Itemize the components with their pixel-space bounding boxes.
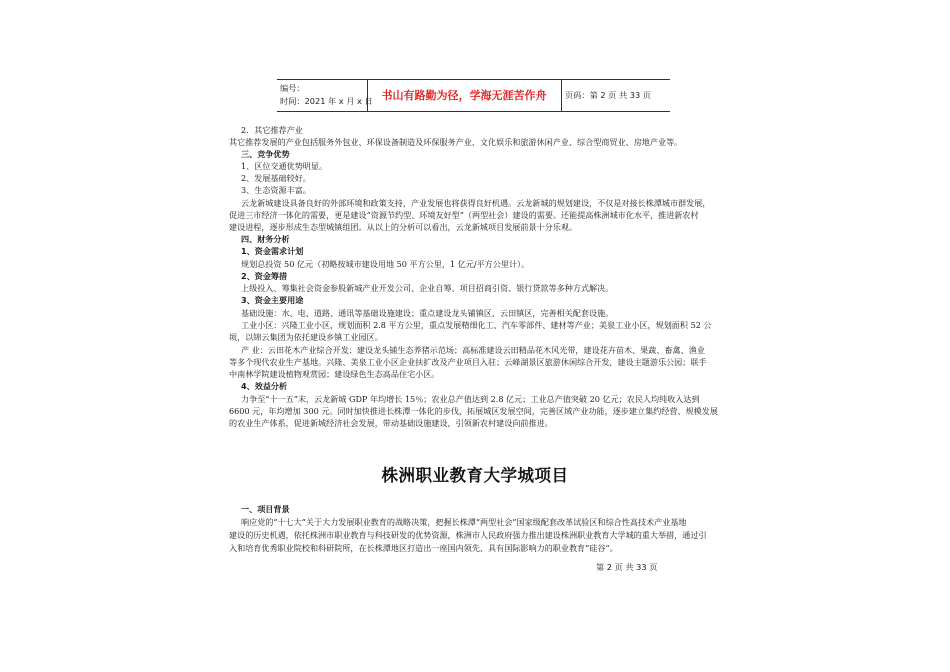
paragraph-line: 工业小区：兴隆工业小区，规划面积 2.8 平方公里，重点发展精细化工、汽车零部件、建材等产业；美泉工业小区，规划面积 52 公 xyxy=(241,320,712,330)
paragraph-line: 建设进程，逐步形成生态型城镇组团。从以上的分析可以看出，云龙新城项目发展前景十分乐观。 xyxy=(229,222,578,232)
heading-financial-analysis: 四、财务分析 xyxy=(241,234,290,244)
subheading-benefit-analysis: 4、效益分析 xyxy=(241,381,288,391)
list-item: 2、发展基础较好。 xyxy=(241,173,311,183)
paragraph-line: 力争至“十一五”末，云龙新城 GDP 年均增长 15％；农业总产值达到 2.8 亿元；工业总产值突破 20 亿元；农民人均纯收入达到 xyxy=(241,394,700,404)
paragraph-line: 入和培育优秀职业院校和科研院所，在长株潭地区打造出一座国内领先、具有国际影响力的职业教育“硅谷”。 xyxy=(229,543,618,553)
heading-competitive-advantage: 三、竞争优势 xyxy=(241,149,290,159)
paragraph-line: 中南林学院建设植物观赏园；建设绿色生态高品住宅小区。 xyxy=(229,369,440,379)
subheading-funding-plan: 1、资金需求计划 xyxy=(241,246,304,256)
paragraph-line: 产 业：云田花木产业综合开发；建设龙头铺生态养猪示范场；高标准建设云田精品花木风光带，建设花卉苗木、果蔬、畜禽、渔业 xyxy=(241,345,705,355)
paragraph-line: 顷，以锦云集团为依托建设乡镇工业园区。 xyxy=(229,332,383,342)
section-title: 株洲职业教育大学城项目 xyxy=(381,466,569,485)
header-table xyxy=(277,79,670,112)
paragraph-line: 建设的历史机遇，依托株洲市职业教育与科技研发的优势资源，株洲市人民政府强力推出建设株洲职业教育大学城的重大举措，通过引 xyxy=(229,530,707,540)
subheading-fund-usage: 3、资金主要用途 xyxy=(241,295,304,305)
time-label: 时间：2021 年 x 月 x 日 xyxy=(280,96,373,106)
paragraph-line: 上级投入、筹集社会资金参股新城产业开发公司、企业自筹、项目招商引资、银行贷款等多种方式解决。 xyxy=(241,283,614,293)
header-meta-cell xyxy=(277,80,373,111)
paragraph-line: 规划总投资 50 亿元（初略按城市建设用地 50 平方公里，1 亿元/平方公里计）。 xyxy=(241,259,530,269)
paragraph-line: 云龙新城建设具备良好的外部环境和政策支持，产业发展也将获得良好机遇。云龙新城的规划建设，不仅是对接长株潭城市群发展， xyxy=(241,198,711,208)
paragraph-line: 基础设施：水、电、道路、通讯等基础设施建设；重点建设龙头铺镇区、云田镇区，完善相关配套设施。 xyxy=(241,308,614,318)
page-footer: 第 2 页 共 33 页 xyxy=(596,562,658,572)
paragraph-line: 的农业生产体系，促进新城经济社会发展，带动基础设施建设，引领新农村建设向前推进。 xyxy=(229,418,553,428)
subheading-fundraising: 2、资金筹措 xyxy=(241,271,288,281)
list-item: 3、生态资源丰富。 xyxy=(241,185,311,195)
list-item: 1、区位交通优势明显。 xyxy=(241,161,328,171)
paragraph-line: 响应党的“十七大”关于大力发展职业教育的战略决策，把握长株潭“两型社会”国家级配套改革试验区和综合性高技术产业基地 xyxy=(241,517,687,527)
paragraph-line: 6600 元，年均增加 300 元。同时加快推进长株潭一体化的步伐，拓展城区发展空间，完善区域产业功能，逐步建立集约经营、规模发展 xyxy=(229,406,718,416)
paragraph-line: 其它推荐发展的产业包括服务外包业、环保设备制造及环保服务产业、文化娱乐和旅游休闲产业、综合型商贸业、房地产业等。 xyxy=(229,137,683,147)
page-label: 页码：第 2 页 共 33 页 xyxy=(565,90,651,100)
subheading-other-industries: 2．其它推荐产业 xyxy=(241,125,303,135)
paragraph-line: 促进三市经济一体化的需要，更是建设“资源节约型、环境友好型”（两型社会）建设的需要。还能提高株洲城市化水平，推进新农村 xyxy=(229,210,699,220)
number-label: 编号： xyxy=(280,83,305,93)
motto-text: 书山有路勤为径，学海无涯苦作舟 xyxy=(367,80,562,111)
heading-project-background: 一、项目背景 xyxy=(241,504,290,514)
paragraph-line: 等多个现代农业生产基地。兴隆、美泉工业小区企业扶扩改及产业项目入驻；云峰湖景区旅游休闲综合开发，建设主题游乐公园；联手 xyxy=(229,357,707,367)
